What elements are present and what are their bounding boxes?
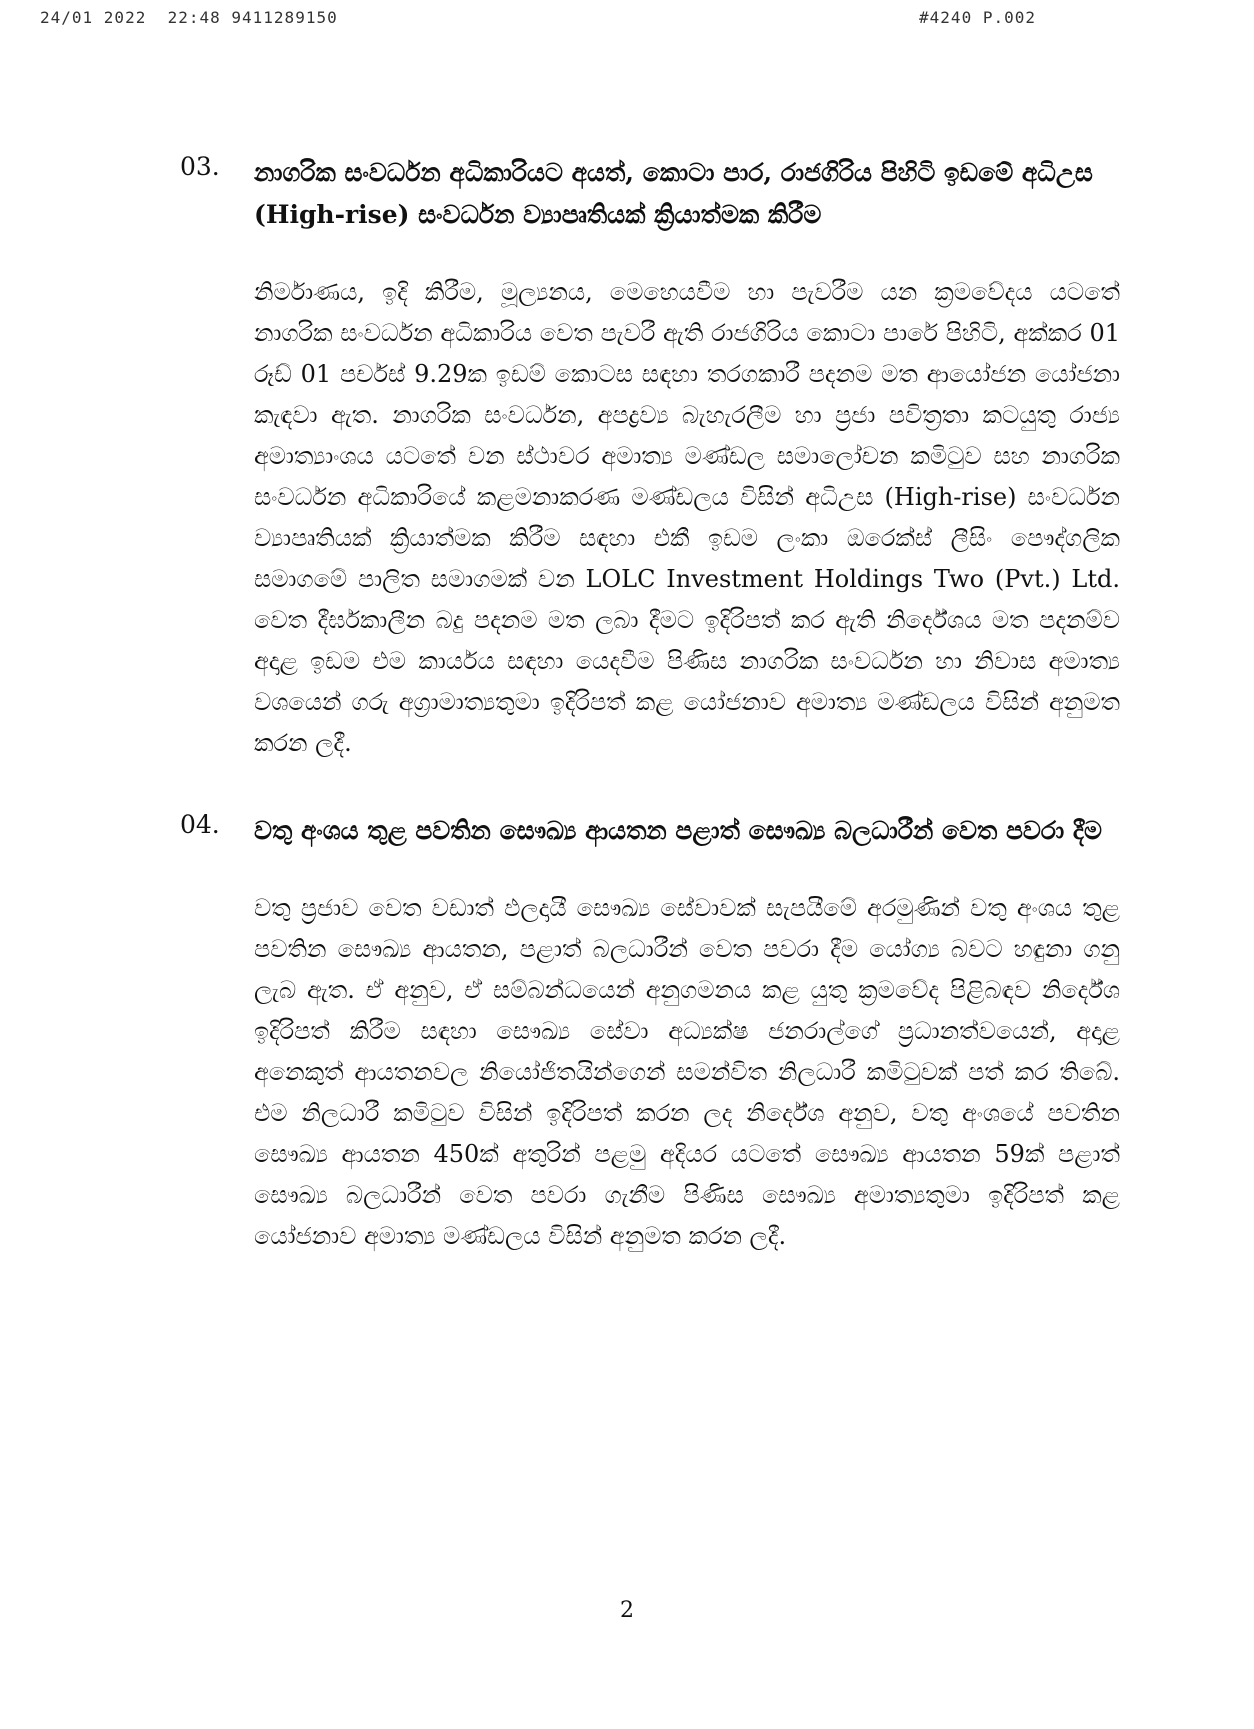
section-title: නාගරික සංවර්ධන අධිකාරියට අයත්, කොටා පාර, රාජගිරිය පිහිටි ඉඩමේ අධිඋස (High-rise) සංවර්ධන ව්‍යාපෘතියක් ක්‍රියාත්මක කිරීම	[254, 158, 1093, 229]
section-body: නිර්මාණය, ඉදි කිරීම, මූල්‍යනය, මෙහෙයවීම හා පැවරීම යන ක්‍රමවේදය යටතේ නාගරික සංවර්ධන අධිකාරිය වෙත පැවරී ඇති රාජගිරිය කොටා පාරේ පිහිටි, අක්කර 01 රූඩ් 01 පර්චස් 9.29ක ඉඩම් කොටස සඳහා තරගකාරී පදනම මත ආයෝජන යෝජනා කැඳවා ඇත. නාගරික සංවර්ධන, අපද්‍රව්‍ය බැහැරලීම හා ප්‍රජා පවිත්‍රතා කටයුතු රාජ්‍ය අමාත්‍යාංශය යටතේ වන ස්ථාවර අමාත්‍ය මණ්ඩල සමාලෝචන කමිටුව සහ නාගරික සංවර්ධන අධිකාරියේ කළමනාකරණ මණ්ඩලය විසින් අධිඋස (High-rise) සංවර්ධන ව්‍යාපෘතියක් ක්‍රියාත්මක කිරීම සඳහා එකී ඉඩම ලංකා ඔරෙක්ස් ලීසිං පෞද්ගලික සමාගමේ පාලිත සමාගමක් වන LOLC Investment Holdings Two (Pvt.) Ltd. වෙත දීර්ඝකාලීන බදු පදනම මත ලබා දීමට ඉදිරිපත් කර ඇති නිර්දේශය මත පදනම්ව අදාළ ඉඩම එම කාර්යය සඳහා යෙදවීම පිණිස නාගරික සංවර්ධන හා නිවාස අමාත්‍ය වශයෙන් ගරු අග්‍රාමාත්‍යතුමා ඉදිරිපත් කළ යෝජනාව අමාත්‍ය මණ්ඩලය විසින් අනුමත කරන ලදී.	[254, 278, 1120, 757]
section-04	[180, 810, 1120, 1257]
page-number: 2	[620, 1598, 634, 1623]
section-number: 03.	[180, 152, 220, 181]
fax-page-id: #4240 P.002	[919, 8, 1036, 27]
section-03	[180, 152, 1120, 764]
section-body: වතු ප්‍රජාව වෙත වඩාත් ඵලදායී සෞඛ්‍ය සේවාවක් සැපයීමේ අරමුණින් වතු අංශය තුළ පවතින සෞඛ්‍ය ආයතන, පළාත් බලධාරීන් වෙත පවරා දීම යෝග්‍ය බවට හඳුනා ගනු ලැබ ඇත. ඒ අනුව, ඒ සම්බන්ධයෙන් අනුගමනය කළ යුතු ක්‍රමවේද පිළිබඳව නිර්දේශ ඉදිරිපත් කිරීම සඳහා සෞඛ්‍ය සේවා අධ්‍යක්ෂ ජනරාල්ගේ ප්‍රධානත්වයෙන්, අදාළ අනෙකුත් ආයතනවල නියෝජිතයින්ගෙන් සමන්විත නිලධාරී කමිටුවක් පත් කර තිබේ. එම නිලධාරී කමිටුව විසින් ඉදිරිපත් කරන ලද නිර්දේශ අනුව, වතු අංශයේ පවතින සෞඛ්‍ය ආයතන 450ක් අතුරින් පළමු අදියර යටතේ සෞඛ්‍ය ආයතන 59ක් පළාත් සෞඛ්‍ය බලධාරීන් වෙත පවරා ගැනීම පිණිස සෞඛ්‍ය අමාත්‍යතුමා ඉදිරිපත් කළ යෝජනාව අමාත්‍ය මණ්ඩලය විසින් අනුමත කරන ලදී.	[254, 894, 1120, 1250]
section-number: 04.	[180, 810, 220, 839]
fax-header	[40, 8, 1036, 30]
fax-transmission-info: 24/01 2022 22:48 9411289150	[40, 8, 338, 27]
section-title: වතු අංශය තුළ පවතින සෞඛ්‍ය ආයතන පළාත් සෞඛ්‍ය බලධාරීන් වෙත පවරා දීම	[254, 816, 1102, 845]
